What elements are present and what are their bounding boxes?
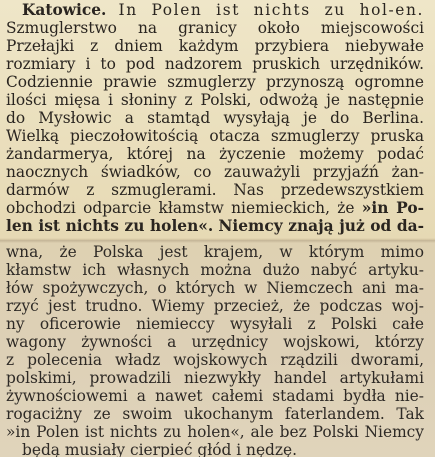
text-line: darmów z szmuglerami. Nas przedewszystkiem: [6, 181, 424, 199]
bold-quote: len ist nichts zu holen«.: [6, 217, 214, 235]
text-line: polskimi, prowadzili niezwykły handel artykułami: [6, 369, 424, 387]
text-line: »in Polen ist nichts zu holen«, ale bez Polski Niemcy: [6, 423, 424, 441]
text-line: będą musiały cierpieć głód i nędzę.: [22, 441, 298, 457]
text-line: rozmiary i to pod nadzorem pruskich urzędników.: [6, 55, 424, 73]
text-line: żandarmerya, której na życzenie możemy podać: [6, 145, 424, 163]
text-line: rzyć jest trudno. Wiemy przecież, że podczas woj-: [6, 297, 424, 315]
text-line: łów spożywczych, o których w Niemczech ani ma-: [6, 279, 424, 297]
text-line: [6, 2, 424, 19]
text-line: Codziennie prawie szmuglerzy przynoszą ogromne: [6, 73, 424, 91]
text-line: [6, 218, 424, 235]
text-line: Przełajki z dniem każdym przybiera niebywałe: [6, 37, 424, 55]
bold-quote: »in Po-: [361, 199, 424, 217]
text-line: [6, 200, 424, 217]
spaced-quote: In Polen ist nichts zu hol-: [118, 1, 396, 19]
text-line: żywnościowemi a nawet całemi stadami bydła nie-: [6, 387, 424, 405]
text-line: ny oficerowie niemieccy wysyłali z Polski całe: [6, 315, 424, 333]
text-line: rogaciżny ze swoim ukochanym faterlandem. Tak: [6, 405, 424, 423]
spaced-quote-tail: en.: [395, 1, 424, 19]
text-line: naocznych świadków, co zauważyli przyjaźń żan-: [6, 163, 424, 181]
text-line: do Mysłowic a stamtąd wysyłają je do Berlina.: [6, 109, 424, 127]
text-line: z polecenia władz wojskowych rządzili dworami,: [6, 351, 424, 369]
text-line: Wielką pieczołowitością otacza szmuglerzy pruska: [6, 127, 424, 145]
newspaper-clipping-bottom: [0, 240, 435, 457]
dateline-place: Katowice.: [22, 1, 107, 19]
text-line: wna, że Polska jest krajem, w którym mimo: [6, 243, 424, 261]
text-line: Szmuglerstwo na granicy około miejscowości: [6, 19, 424, 37]
bold-text-segment: Niemcy znają już od da-: [218, 217, 424, 235]
text-segment: obchodzi odparcie kłamstw niemieckich, że: [6, 199, 355, 217]
text-line: ilości mięsa i słoniny z Polski, odwożą je następnie: [6, 91, 424, 109]
text-line: kłamstw ich własnych można dużo nabyć artyku-: [6, 261, 424, 279]
text-line: wagony żywności a urzędnicy wojskowi, którzy: [6, 333, 424, 351]
